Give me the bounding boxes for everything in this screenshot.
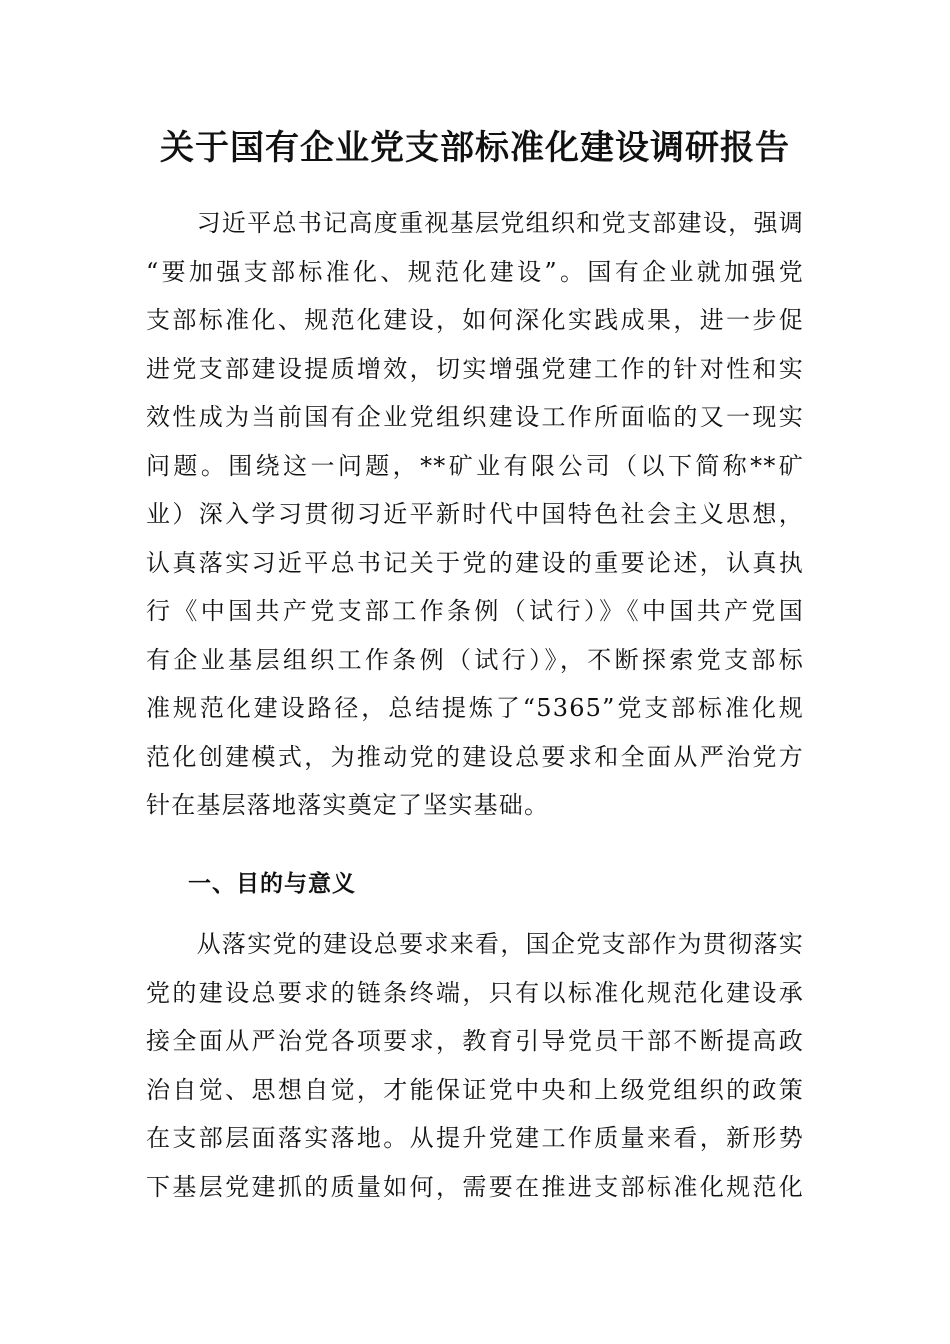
paragraph-line: 接全面从严治党各项要求，教育引导党员干部不断提高政 <box>146 1027 804 1055</box>
paragraph-line: 支部标准化、规范化建设，如何深化实践成果，进一步促 <box>146 306 804 334</box>
paragraph-line: 问题。围绕这一问题，**矿业有限公司（以下简称**矿 <box>146 451 804 480</box>
paragraph-line: 范化创建模式，为推动党的建设总要求和全面从严治党方 <box>146 742 804 771</box>
paragraph-line: “要加强支部标准化、规范化建设”。国有企业就加强党 <box>146 257 804 286</box>
paragraph-line: 有企业基层组织工作条例（试行）》，不断探索党支部标 <box>146 645 804 674</box>
document-title: 关于国有企业党支部标准化建设调研报告 <box>160 128 790 168</box>
paragraph-line: 行《中国共产党支部工作条例（试行）》《中国共产党国 <box>146 597 804 625</box>
paragraph-line: 认真落实习近平总书记关于党的建设的重要论述，认真执 <box>146 548 804 577</box>
paragraph-line: 针在基层落地落实奠定了坚实基础。 <box>146 791 550 819</box>
paragraph-intro <box>146 199 804 830</box>
paragraph-line: 治自觉、思想自觉，才能保证党中央和上级党组织的政策 <box>146 1075 804 1104</box>
paragraph-section1 <box>146 920 804 1211</box>
paragraph-line: 进党支部建设提质增效，切实增强党建工作的针对性和实 <box>146 354 804 383</box>
paragraph-line: 习近平总书记高度重视基层党组织和党支部建设，强调 <box>146 209 804 237</box>
section-heading: 一、目的与意义 <box>188 871 356 897</box>
paragraph-line: 业）深入学习贯彻习近平新时代中国特色社会主义思想， <box>146 500 804 528</box>
paragraph-line: 在支部层面落实落地。从提升党建工作质量来看，新形势 <box>146 1124 804 1152</box>
paragraph-line: 从落实党的建设总要求来看，国企党支部作为贯彻落实 <box>146 930 804 958</box>
paragraph-line: 下基层党建抓的质量如何，需要在推进支部标准化规范化 <box>146 1172 804 1201</box>
paragraph-line: 效性成为当前国有企业党组织建设工作所面临的又一现实 <box>146 403 804 431</box>
paragraph-line: 党的建设总要求的链条终端，只有以标准化规范化建设承 <box>146 978 804 1007</box>
paragraph-line: 准规范化建设路径，总结提炼了“5365”党支部标准化规 <box>146 694 804 722</box>
